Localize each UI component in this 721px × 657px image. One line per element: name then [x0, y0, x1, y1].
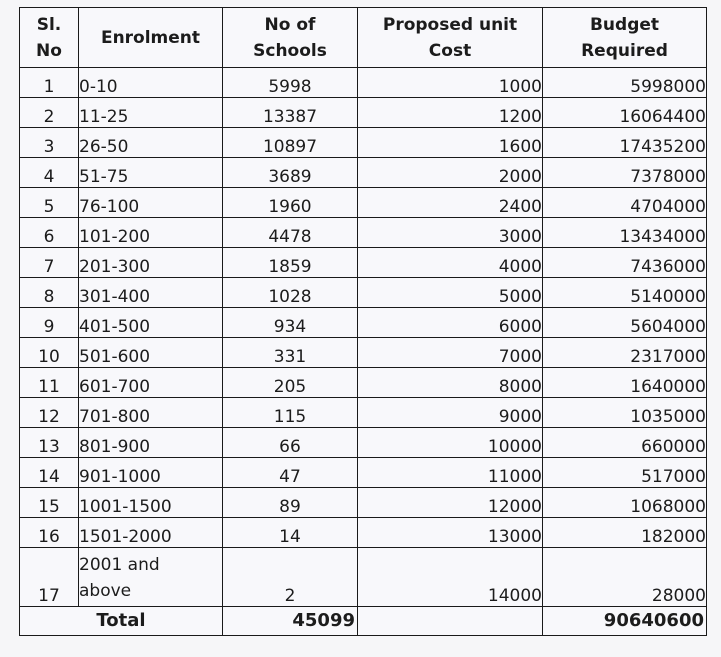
- cell-budget: 1035000: [543, 398, 707, 428]
- cell-no-of-schools: 1859: [223, 248, 358, 278]
- header-enrolment: Enrolment: [79, 8, 223, 68]
- header-budget-line1: Budget: [589, 14, 660, 35]
- header-budget-line2: Required: [581, 40, 668, 61]
- header-sl-no: [20, 8, 79, 68]
- cell-sl-no: 12: [20, 398, 79, 428]
- cell-no-of-schools: 47: [223, 458, 358, 488]
- cell-no-of-schools: 1960: [223, 188, 358, 218]
- cell-budget: 182000: [543, 518, 707, 548]
- cell-budget: 517000: [543, 458, 707, 488]
- cell-sl-no: 2: [20, 98, 79, 128]
- table-row: [20, 428, 707, 458]
- cell-sl-no: 9: [20, 308, 79, 338]
- school-budget-table: [19, 7, 707, 636]
- cell-no-of-schools: 331: [223, 338, 358, 368]
- cell-enrolment: [79, 548, 223, 607]
- table-row: [20, 518, 707, 548]
- total-no-of-schools: 45099: [223, 607, 358, 636]
- cell-budget: 28000: [543, 548, 707, 607]
- header-no-of-schools-line2: Schools: [253, 40, 327, 61]
- cell-unit-cost: 8000: [358, 368, 543, 398]
- header-no-of-schools: [223, 8, 358, 68]
- table-row: [20, 128, 707, 158]
- cell-sl-no: 3: [20, 128, 79, 158]
- table-row: [20, 458, 707, 488]
- cell-sl-no: 7: [20, 248, 79, 278]
- table-row: [20, 548, 707, 607]
- cell-unit-cost: 14000: [358, 548, 543, 607]
- cell-budget: 5140000: [543, 278, 707, 308]
- table-row: [20, 218, 707, 248]
- header-no-of-schools-line1: No of: [264, 14, 316, 35]
- cell-unit-cost: 12000: [358, 488, 543, 518]
- cell-no-of-schools: 2: [223, 548, 358, 607]
- cell-unit-cost: 3000: [358, 218, 543, 248]
- cell-budget: 5998000: [543, 68, 707, 98]
- cell-enrolment-line1: 2001 and: [79, 555, 160, 575]
- table-row: [20, 488, 707, 518]
- cell-enrolment: 601-700: [79, 368, 223, 398]
- cell-enrolment: 1001-1500: [79, 488, 223, 518]
- header-sl-no-line2: No: [36, 40, 62, 61]
- cell-enrolment: 701-800: [79, 398, 223, 428]
- cell-no-of-schools: 13387: [223, 98, 358, 128]
- cell-enrolment: 0-10: [79, 68, 223, 98]
- cell-sl-no: 6: [20, 218, 79, 248]
- cell-sl-no: 10: [20, 338, 79, 368]
- cell-sl-no: 1: [20, 68, 79, 98]
- table-row: [20, 248, 707, 278]
- table-row: [20, 158, 707, 188]
- cell-no-of-schools: 1028: [223, 278, 358, 308]
- cell-enrolment: 11-25: [79, 98, 223, 128]
- cell-unit-cost: 5000: [358, 278, 543, 308]
- cell-sl-no: 4: [20, 158, 79, 188]
- cell-enrolment: 501-600: [79, 338, 223, 368]
- cell-unit-cost: 7000: [358, 338, 543, 368]
- cell-unit-cost: 10000: [358, 428, 543, 458]
- cell-unit-cost: 1200: [358, 98, 543, 128]
- cell-no-of-schools: 66: [223, 428, 358, 458]
- cell-enrolment: 901-1000: [79, 458, 223, 488]
- cell-no-of-schools: 89: [223, 488, 358, 518]
- cell-enrolment: 76-100: [79, 188, 223, 218]
- cell-enrolment-line2: above: [79, 581, 132, 601]
- cell-unit-cost: 13000: [358, 518, 543, 548]
- cell-unit-cost: 2000: [358, 158, 543, 188]
- total-row: [20, 607, 707, 636]
- cell-budget: 7436000: [543, 248, 707, 278]
- cell-unit-cost: 11000: [358, 458, 543, 488]
- cell-enrolment: 201-300: [79, 248, 223, 278]
- cell-budget: 7378000: [543, 158, 707, 188]
- header-unit-cost: [358, 8, 543, 68]
- table-row: [20, 188, 707, 218]
- cell-no-of-schools: 14: [223, 518, 358, 548]
- cell-no-of-schools: 10897: [223, 128, 358, 158]
- cell-sl-no: 5: [20, 188, 79, 218]
- cell-unit-cost: 9000: [358, 398, 543, 428]
- header-unit-cost-line1: Proposed unit: [382, 14, 518, 35]
- cell-budget: 17435200: [543, 128, 707, 158]
- cell-enrolment: 26-50: [79, 128, 223, 158]
- cell-enrolment: 401-500: [79, 308, 223, 338]
- cell-sl-no: 16: [20, 518, 79, 548]
- cell-enrolment: 301-400: [79, 278, 223, 308]
- table-row: [20, 368, 707, 398]
- cell-enrolment: 101-200: [79, 218, 223, 248]
- header-budget-required: [543, 8, 707, 68]
- cell-budget: 2317000: [543, 338, 707, 368]
- cell-sl-no: 17: [20, 548, 79, 607]
- table-row: [20, 308, 707, 338]
- cell-no-of-schools: 3689: [223, 158, 358, 188]
- total-budget: 90640600: [543, 607, 707, 636]
- total-label: Total: [20, 607, 223, 636]
- cell-budget: 4704000: [543, 188, 707, 218]
- header-unit-cost-line2: Cost: [428, 40, 472, 61]
- cell-sl-no: 8: [20, 278, 79, 308]
- cell-budget: 1640000: [543, 368, 707, 398]
- cell-budget: 5604000: [543, 308, 707, 338]
- table-row: [20, 278, 707, 308]
- cell-unit-cost: 1600: [358, 128, 543, 158]
- cell-budget: 660000: [543, 428, 707, 458]
- cell-no-of-schools: 934: [223, 308, 358, 338]
- cell-enrolment: 51-75: [79, 158, 223, 188]
- cell-no-of-schools: 115: [223, 398, 358, 428]
- table-row: [20, 68, 707, 98]
- total-unit-cost: [358, 607, 543, 636]
- cell-no-of-schools: 5998: [223, 68, 358, 98]
- cell-unit-cost: 6000: [358, 308, 543, 338]
- cell-unit-cost: 4000: [358, 248, 543, 278]
- cell-budget: 1068000: [543, 488, 707, 518]
- cell-unit-cost: 1000: [358, 68, 543, 98]
- table-header-row: [20, 8, 707, 68]
- cell-no-of-schools: 4478: [223, 218, 358, 248]
- table-row: [20, 398, 707, 428]
- cell-sl-no: 11: [20, 368, 79, 398]
- header-sl-no-line1: Sl.: [36, 14, 62, 35]
- cell-unit-cost: 2400: [358, 188, 543, 218]
- cell-sl-no: 13: [20, 428, 79, 458]
- cell-enrolment: 1501-2000: [79, 518, 223, 548]
- table-row: [20, 98, 707, 128]
- cell-no-of-schools: 205: [223, 368, 358, 398]
- cell-sl-no: 15: [20, 488, 79, 518]
- cell-budget: 13434000: [543, 218, 707, 248]
- cell-sl-no: 14: [20, 458, 79, 488]
- table-row: [20, 338, 707, 368]
- cell-enrolment: 801-900: [79, 428, 223, 458]
- cell-budget: 16064400: [543, 98, 707, 128]
